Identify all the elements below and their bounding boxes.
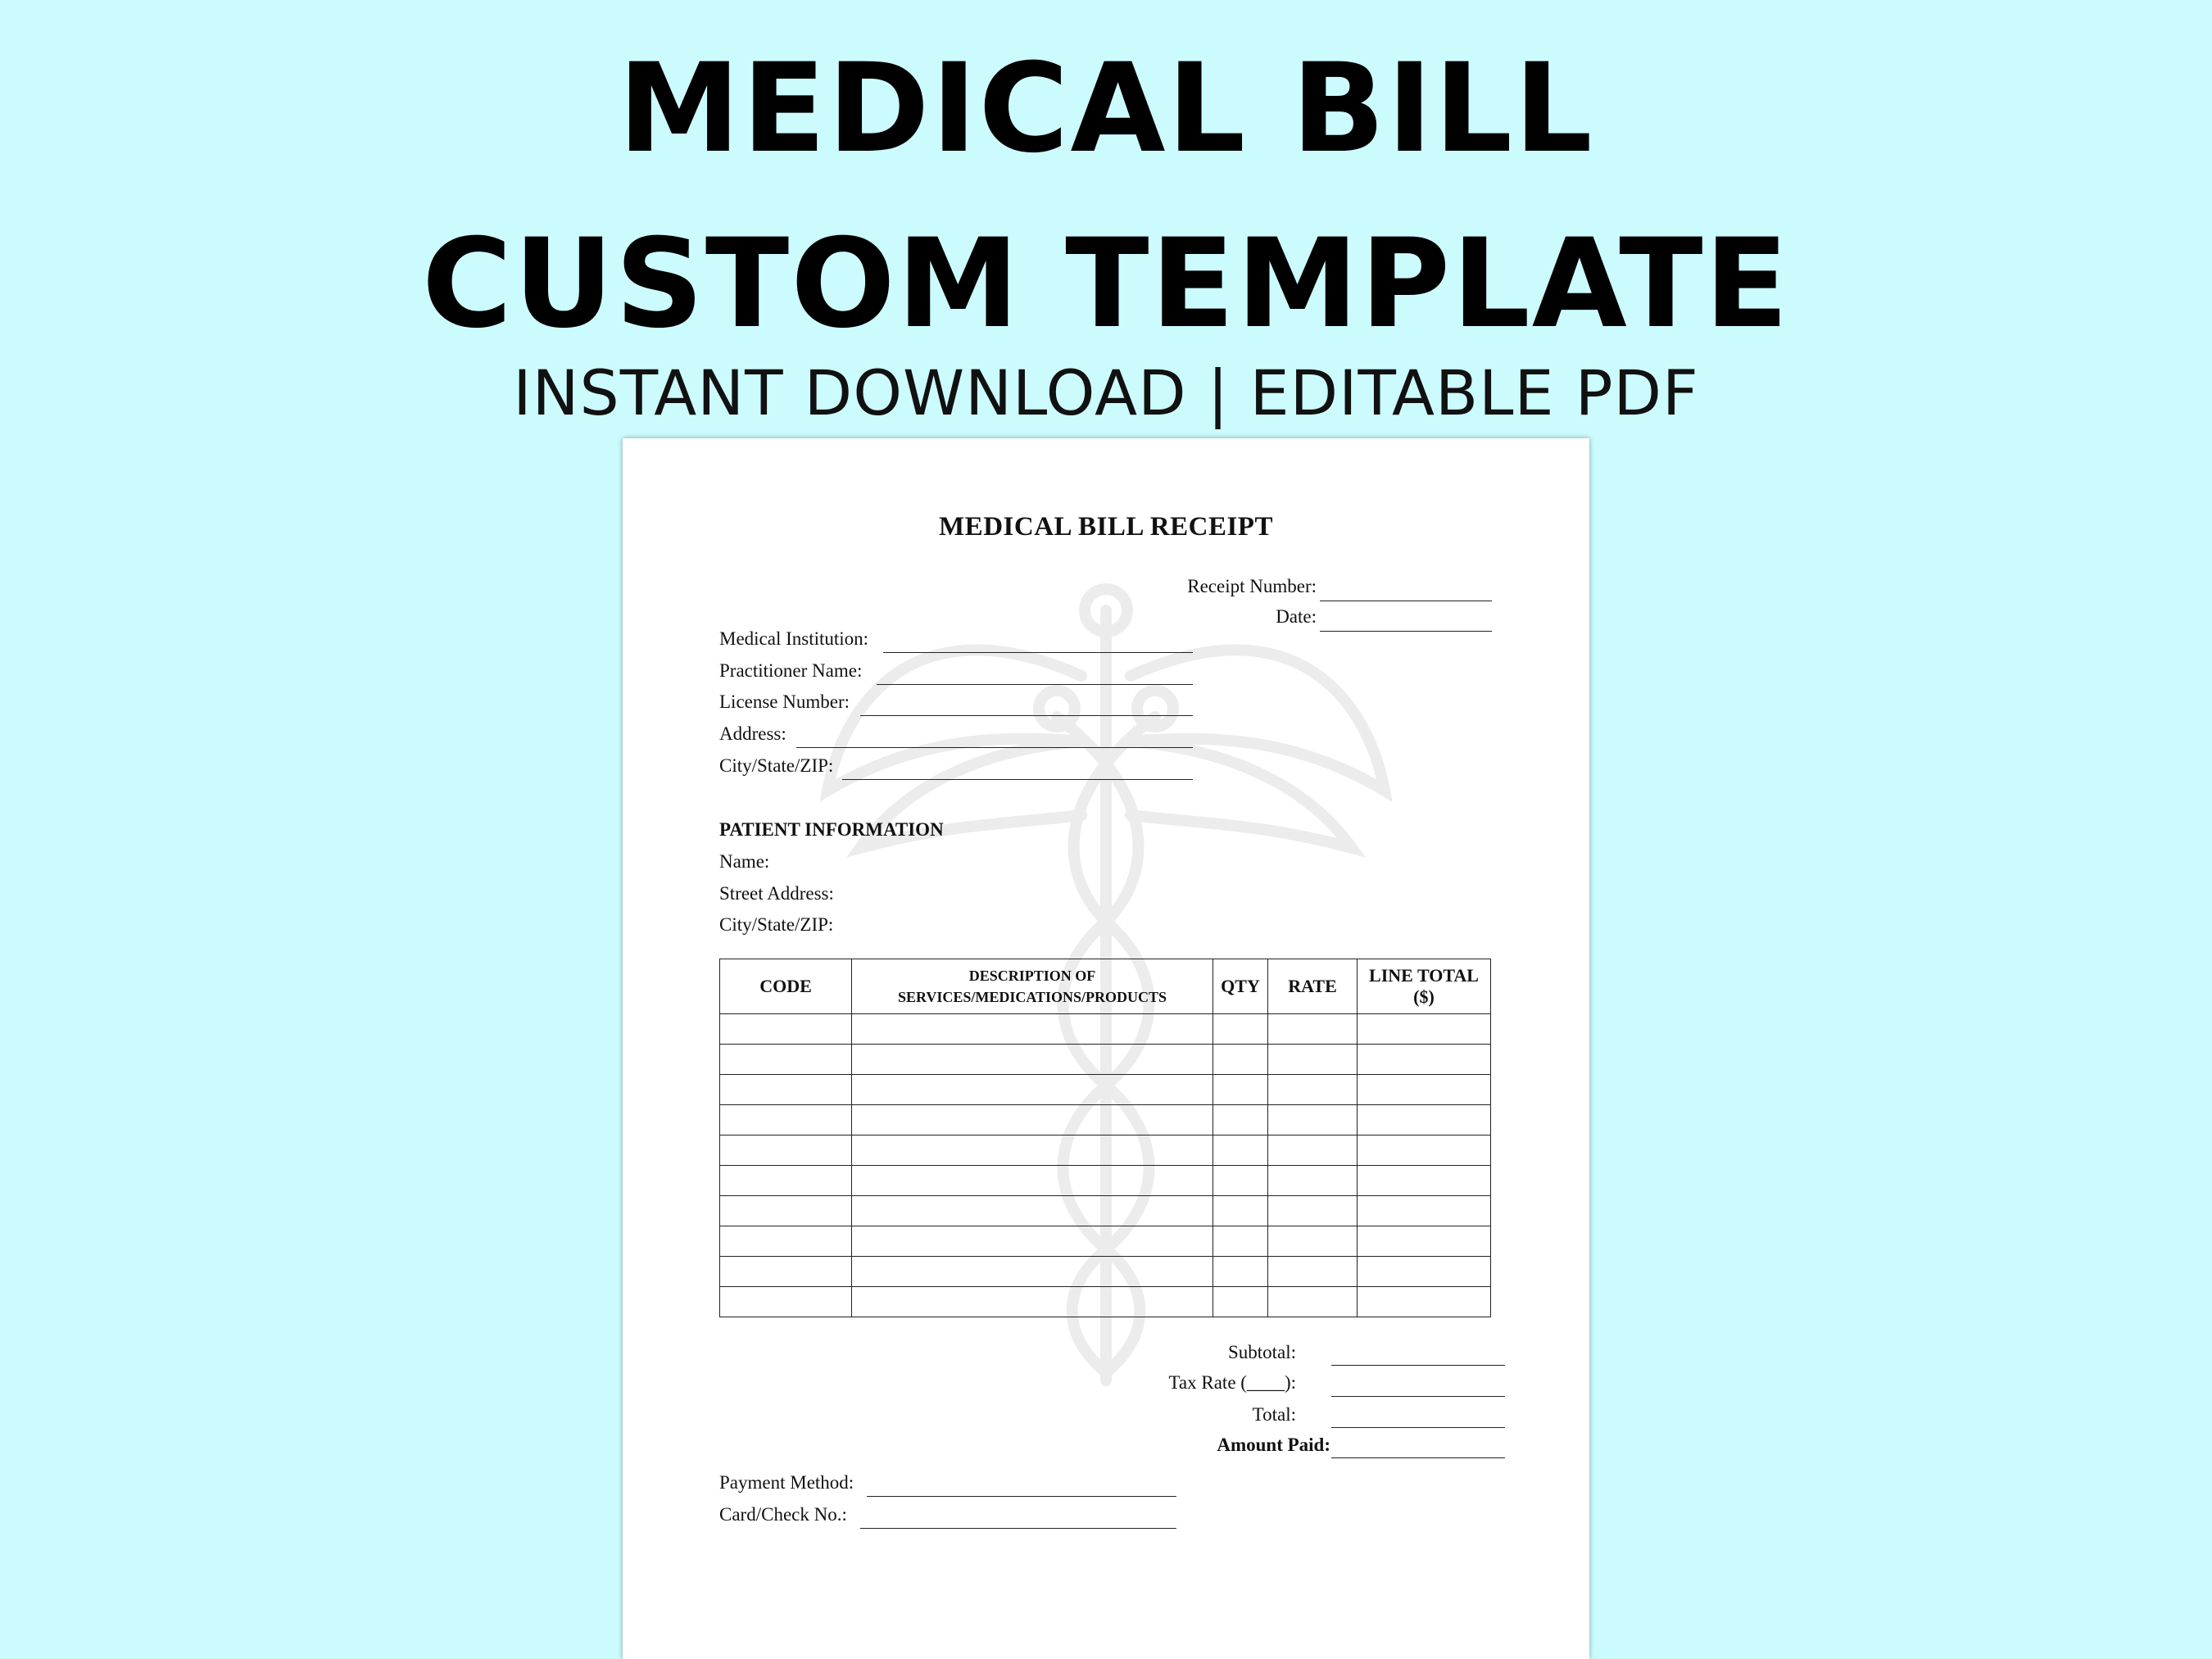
cell-code[interactable] (720, 1014, 852, 1045)
cell-code[interactable] (720, 1135, 852, 1166)
receipt-document (623, 438, 1589, 1659)
cell-description[interactable] (852, 1135, 1213, 1166)
cell-description[interactable] (852, 1075, 1213, 1105)
column-header-line-total (1358, 959, 1491, 1014)
table-row (720, 1196, 1491, 1226)
table-row (720, 1135, 1491, 1166)
cell-qty[interactable] (1213, 1045, 1268, 1075)
card-check-number-label: Card/Check No.: (719, 1504, 847, 1525)
cell-description[interactable] (852, 1287, 1213, 1317)
cell-rate[interactable] (1268, 1196, 1358, 1226)
cell-line-total[interactable] (1358, 1045, 1491, 1075)
cell-rate[interactable] (1268, 1166, 1358, 1196)
table-row (720, 1257, 1491, 1287)
card-check-number-field[interactable] (860, 1528, 1176, 1529)
cell-code[interactable] (720, 1287, 852, 1317)
cell-code[interactable] (720, 1166, 852, 1196)
table-row (720, 1075, 1491, 1105)
patient-name-label: Name: (719, 851, 770, 872)
cell-code[interactable] (720, 1257, 852, 1287)
cell-description[interactable] (852, 1014, 1213, 1045)
cell-qty[interactable] (1213, 1105, 1268, 1135)
receipt-title: MEDICAL BILL RECEIPT (939, 512, 1273, 542)
cell-rate[interactable] (1268, 1135, 1358, 1166)
city-state-zip-field[interactable] (842, 779, 1193, 780)
cell-rate[interactable] (1268, 1257, 1358, 1287)
cell-rate[interactable] (1268, 1045, 1358, 1075)
subtotal-field[interactable] (1331, 1365, 1505, 1366)
items-table-body (720, 1014, 1491, 1317)
cell-line-total[interactable] (1358, 1226, 1491, 1257)
cell-qty[interactable] (1213, 1287, 1268, 1317)
table-row (720, 1105, 1491, 1135)
cell-line-total[interactable] (1358, 1166, 1491, 1196)
cell-qty[interactable] (1213, 1014, 1268, 1045)
date-label: Date: (1276, 606, 1317, 627)
practitioner-name-label: Practitioner Name: (719, 660, 863, 681)
column-header-description-line2: SERVICES/MEDICATIONS/PRODUCTS (897, 989, 1167, 1005)
table-row (720, 1226, 1491, 1257)
cell-description[interactable] (852, 1226, 1213, 1257)
cell-rate[interactable] (1268, 1105, 1358, 1135)
cell-description[interactable] (852, 1196, 1213, 1226)
cell-description[interactable] (852, 1045, 1213, 1075)
headline-line-2: CUSTOM TEMPLATE (421, 213, 1791, 356)
receipt-number-label: Receipt Number: (1187, 576, 1317, 596)
amount-paid-label: Amount Paid: (1217, 1435, 1330, 1455)
date-field[interactable] (1320, 631, 1492, 632)
cell-qty[interactable] (1213, 1196, 1268, 1226)
cell-description[interactable] (852, 1105, 1213, 1135)
tax-rate-field[interactable] (1331, 1396, 1505, 1397)
total-field[interactable] (1331, 1427, 1505, 1428)
cell-qty[interactable] (1213, 1257, 1268, 1287)
medical-institution-field[interactable] (883, 652, 1193, 653)
items-table (719, 959, 1491, 1317)
address-field[interactable] (796, 747, 1193, 748)
table-row (720, 1287, 1491, 1317)
cell-line-total[interactable] (1358, 1075, 1491, 1105)
cell-line-total[interactable] (1358, 1105, 1491, 1135)
patient-street-address-label: Street Address: (719, 883, 834, 904)
payment-method-label: Payment Method: (719, 1472, 854, 1493)
cell-qty[interactable] (1213, 1226, 1268, 1257)
table-row (720, 1014, 1491, 1045)
cell-code[interactable] (720, 1105, 852, 1135)
cell-code[interactable] (720, 1075, 852, 1105)
tax-rate-label: Tax Rate (____): (1168, 1372, 1296, 1393)
cell-qty[interactable] (1213, 1075, 1268, 1105)
cell-qty[interactable] (1213, 1135, 1268, 1166)
patient-information-heading: PATIENT INFORMATION (719, 819, 944, 840)
city-state-zip-label: City/State/ZIP: (719, 755, 834, 776)
subtitle: INSTANT DOWNLOAD | EDITABLE PDF (513, 356, 1699, 429)
cell-description[interactable] (852, 1257, 1213, 1287)
headline-line-1: MEDICAL BILL (618, 38, 1594, 180)
table-row (720, 1166, 1491, 1196)
cell-code[interactable] (720, 1045, 852, 1075)
column-header-rate: RATE (1268, 959, 1358, 1014)
column-header-line-total-line1: LINE TOTAL (1369, 965, 1479, 986)
cell-rate[interactable] (1268, 1226, 1358, 1257)
patient-city-state-zip-label: City/State/ZIP: (719, 914, 834, 935)
column-header-description (852, 959, 1213, 1014)
column-header-qty: QTY (1213, 959, 1268, 1014)
total-label: Total: (1252, 1404, 1296, 1425)
table-header-row (720, 959, 1491, 1014)
cell-line-total[interactable] (1358, 1135, 1491, 1166)
cell-line-total[interactable] (1358, 1014, 1491, 1045)
cell-description[interactable] (852, 1166, 1213, 1196)
cell-rate[interactable] (1268, 1014, 1358, 1045)
cell-code[interactable] (720, 1196, 852, 1226)
table-row (720, 1045, 1491, 1075)
address-label: Address: (719, 723, 786, 744)
license-number-field[interactable] (860, 715, 1193, 716)
amount-paid-field[interactable] (1331, 1457, 1505, 1458)
column-header-description-line1: DESCRIPTION OF (968, 968, 1096, 984)
cell-line-total[interactable] (1358, 1287, 1491, 1317)
cell-qty[interactable] (1213, 1166, 1268, 1196)
cell-rate[interactable] (1268, 1287, 1358, 1317)
cell-line-total[interactable] (1358, 1196, 1491, 1226)
practitioner-name-field[interactable] (877, 684, 1193, 685)
cell-rate[interactable] (1268, 1075, 1358, 1105)
cell-code[interactable] (720, 1226, 852, 1257)
license-number-label: License Number: (719, 691, 850, 712)
cell-line-total[interactable] (1358, 1257, 1491, 1287)
subtotal-label: Subtotal: (1227, 1342, 1296, 1362)
payment-method-field[interactable] (867, 1496, 1176, 1497)
column-header-code: CODE (720, 959, 852, 1014)
medical-institution-label: Medical Institution: (719, 628, 869, 649)
column-header-line-total-line2: ($) (1413, 986, 1435, 1007)
